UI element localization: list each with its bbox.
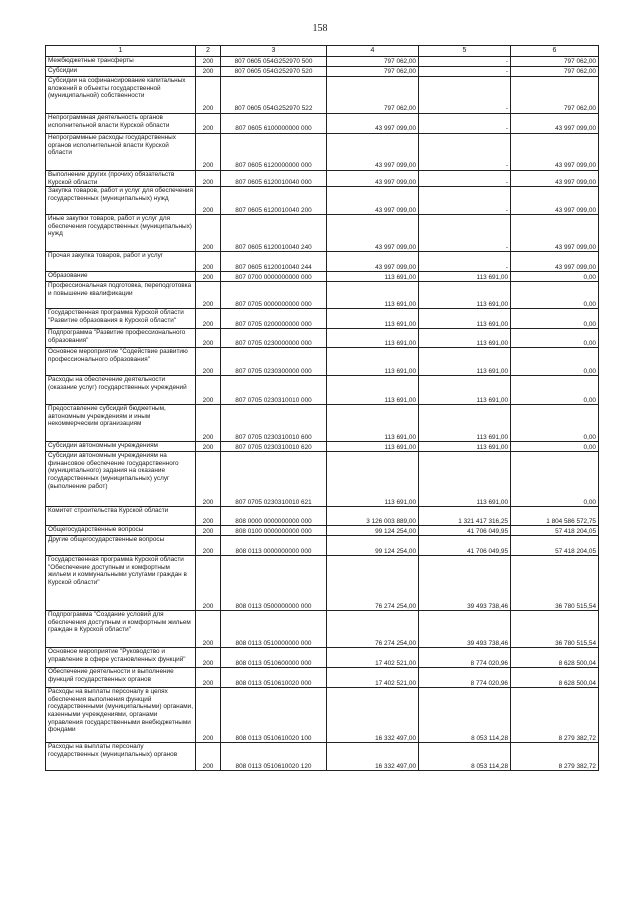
row-name: Выполнение других (прочих) обязательств Курской области <box>46 171 196 187</box>
row-name: Подпрограмма "Развитие профессионального образования" <box>46 329 196 348</box>
table-row <box>46 376 599 405</box>
row-code: 807 0605 054G252970 500 <box>221 57 327 67</box>
row-col6: 797 062,00 <box>511 67 599 77</box>
row-col2: 200 <box>196 556 221 611</box>
row-col6: 797 062,00 <box>511 57 599 67</box>
row-col6: 0,00 <box>511 376 599 405</box>
row-col5: 113 691,00 <box>419 309 511 329</box>
row-code: 808 0000 0000000000 000 <box>221 507 327 526</box>
row-col6: 0,00 <box>511 442 599 452</box>
column-header: 3 <box>221 46 327 57</box>
row-col5: 113 691,00 <box>419 442 511 452</box>
row-code: 807 0705 0230310010 600 <box>221 405 327 442</box>
row-col4: 113 691,00 <box>327 405 419 442</box>
row-col2: 200 <box>196 648 221 668</box>
row-name: Иные закупки товаров, работ и услуг для обеспечения государственных (муниципальных) нужд <box>46 215 196 252</box>
table-row <box>46 442 599 452</box>
row-col2: 200 <box>196 376 221 405</box>
row-col2: 200 <box>196 171 221 187</box>
budget-table <box>45 45 599 771</box>
table-row <box>46 114 599 134</box>
row-code: 807 0705 0230310010 620 <box>221 442 327 452</box>
row-col6: 43 997 099,00 <box>511 114 599 134</box>
row-col4: 76 274 254,00 <box>327 611 419 648</box>
row-code: 807 0605 6120000000 000 <box>221 134 327 171</box>
row-name: Профессиональная подготовка, переподготовка и повышение квалификации <box>46 282 196 309</box>
row-col6: 36 780 515,54 <box>511 556 599 611</box>
row-col5: 39 493 738,46 <box>419 611 511 648</box>
table-row <box>46 452 599 507</box>
row-col6: 0,00 <box>511 405 599 442</box>
row-col5: 1 321 417 316,25 <box>419 507 511 526</box>
row-col2: 200 <box>196 215 221 252</box>
row-col5: - <box>419 77 511 114</box>
row-col5: 41 706 049,95 <box>419 526 511 536</box>
row-col2: 200 <box>196 348 221 376</box>
table-row <box>46 526 599 536</box>
row-col6: 57 418 204,05 <box>511 526 599 536</box>
row-col4: 113 691,00 <box>327 348 419 376</box>
row-col4: 43 997 099,00 <box>327 171 419 187</box>
row-col2: 200 <box>196 688 221 743</box>
row-col5: - <box>419 187 511 215</box>
row-name: Прочая закупка товаров, работ и услуг <box>46 252 196 272</box>
row-name: Межбюджетные трансферты <box>46 57 196 67</box>
row-col4: 16 332 497,00 <box>327 743 419 771</box>
row-code: 808 0113 0000000000 000 <box>221 536 327 556</box>
row-col2: 200 <box>196 134 221 171</box>
row-code: 807 0705 0000000000 000 <box>221 282 327 309</box>
row-col4: 99 124 254,00 <box>327 536 419 556</box>
table-row <box>46 648 599 668</box>
row-name: Расходы на выплаты персоналу в целях обеспечения выполнения функций государственными (муниципальными) органами, казенными учреждениями, органами управления государственными внебюджетными фондами <box>46 688 196 743</box>
row-col4: 113 691,00 <box>327 272 419 282</box>
row-code: 808 0113 0500000000 000 <box>221 556 327 611</box>
row-col2: 200 <box>196 77 221 114</box>
row-col6: 0,00 <box>511 309 599 329</box>
row-col5: - <box>419 134 511 171</box>
row-col2: 200 <box>196 526 221 536</box>
row-col2: 200 <box>196 67 221 77</box>
row-col6: 36 780 515,54 <box>511 611 599 648</box>
row-col6: 0,00 <box>511 348 599 376</box>
row-col2: 200 <box>196 309 221 329</box>
row-col5: - <box>419 171 511 187</box>
row-col6: 8 628 500,04 <box>511 668 599 688</box>
row-col5: 8 774 020,96 <box>419 668 511 688</box>
row-col5: 113 691,00 <box>419 452 511 507</box>
row-col4: 43 997 099,00 <box>327 215 419 252</box>
table-row <box>46 187 599 215</box>
table-row <box>46 171 599 187</box>
row-col5: 8 774 020,96 <box>419 648 511 668</box>
row-name: Субсидии на софинансирование капитальных вложений в объекты государственной (муниципальной) собственности <box>46 77 196 114</box>
row-col6: 43 997 099,00 <box>511 171 599 187</box>
row-col5: 113 691,00 <box>419 405 511 442</box>
row-code: 808 0100 0000000000 000 <box>221 526 327 536</box>
row-col4: 797 062,00 <box>327 77 419 114</box>
row-col4: 113 691,00 <box>327 282 419 309</box>
row-code: 807 0605 6120010040 000 <box>221 171 327 187</box>
row-name: Обеспечение деятельности и выполнение функций государственных органов <box>46 668 196 688</box>
row-col2: 200 <box>196 329 221 348</box>
row-col2: 200 <box>196 452 221 507</box>
row-col4: 113 691,00 <box>327 376 419 405</box>
row-col6: 43 997 099,00 <box>511 215 599 252</box>
row-col2: 200 <box>196 57 221 67</box>
header-row <box>46 46 599 57</box>
row-col2: 200 <box>196 507 221 526</box>
table-row <box>46 668 599 688</box>
row-col4: 3 126 003 889,00 <box>327 507 419 526</box>
row-code: 807 0605 6100000000 000 <box>221 114 327 134</box>
row-col2: 200 <box>196 611 221 648</box>
row-col6: 0,00 <box>511 452 599 507</box>
row-col6: 797 062,00 <box>511 77 599 114</box>
row-col4: 113 691,00 <box>327 452 419 507</box>
row-col4: 17 402 521,00 <box>327 648 419 668</box>
row-col4: 113 691,00 <box>327 309 419 329</box>
row-col5: 113 691,00 <box>419 348 511 376</box>
row-col5: 39 493 738,46 <box>419 556 511 611</box>
row-name: Предоставление субсидий бюджетным, автономным учреждениям и иным некоммерческим организациям <box>46 405 196 442</box>
row-name: Основное мероприятие "Содействие развитию профессионального образования" <box>46 348 196 376</box>
row-col2: 200 <box>196 442 221 452</box>
row-code: 807 0705 0230310010 621 <box>221 452 327 507</box>
row-col5: 113 691,00 <box>419 329 511 348</box>
table-row <box>46 309 599 329</box>
row-col2: 200 <box>196 272 221 282</box>
table-row <box>46 688 599 743</box>
row-col4: 43 997 099,00 <box>327 114 419 134</box>
table-row <box>46 272 599 282</box>
table-row <box>46 215 599 252</box>
row-col4: 76 274 254,00 <box>327 556 419 611</box>
row-col2: 200 <box>196 114 221 134</box>
row-code: 807 0605 6120010040 244 <box>221 252 327 272</box>
row-col6: 57 418 204,05 <box>511 536 599 556</box>
column-header: 4 <box>327 46 419 57</box>
row-col6: 43 997 099,00 <box>511 134 599 171</box>
row-name: Основное мероприятие "Руководство и управление в сфере установленных функций" <box>46 648 196 668</box>
row-col2: 200 <box>196 743 221 771</box>
column-header: 2 <box>196 46 221 57</box>
row-col4: 797 062,00 <box>327 57 419 67</box>
row-col4: 17 402 521,00 <box>327 668 419 688</box>
row-code: 807 0705 0230300000 000 <box>221 348 327 376</box>
row-name: Закупка товаров, работ и услуг для обеспечения государственных (муниципальных) нужд <box>46 187 196 215</box>
row-code: 808 0113 0510610020 120 <box>221 743 327 771</box>
row-col4: 113 691,00 <box>327 442 419 452</box>
table-row <box>46 282 599 309</box>
row-code: 807 0605 054G252970 520 <box>221 67 327 77</box>
table-row <box>46 252 599 272</box>
row-code: 808 0113 0510610020 100 <box>221 688 327 743</box>
row-col5: 8 053 114,28 <box>419 743 511 771</box>
row-name: Непрограммные расходы государственных органов исполнительной власти Курской области <box>46 134 196 171</box>
row-name: Субсидии <box>46 67 196 77</box>
row-col5: - <box>419 67 511 77</box>
table-row <box>46 134 599 171</box>
row-col2: 200 <box>196 282 221 309</box>
row-code: 808 0113 0510610020 000 <box>221 668 327 688</box>
row-col4: 43 997 099,00 <box>327 252 419 272</box>
row-col5: 113 691,00 <box>419 376 511 405</box>
table-row <box>46 743 599 771</box>
table-row <box>46 348 599 376</box>
row-name: Субсидии автономным учреждениям <box>46 442 196 452</box>
table-row <box>46 329 599 348</box>
table-row <box>46 67 599 77</box>
row-col6: 8 279 382,72 <box>511 743 599 771</box>
row-name: Другие общегосударственные вопросы <box>46 536 196 556</box>
row-code: 807 0700 0000000000 000 <box>221 272 327 282</box>
row-code: 807 0705 0230000000 000 <box>221 329 327 348</box>
row-name: Расходы на обеспечение деятельности (оказание услуг) государственных учреждений <box>46 376 196 405</box>
row-col6: 0,00 <box>511 282 599 309</box>
row-code: 807 0605 6120010040 240 <box>221 215 327 252</box>
row-code: 807 0705 0230310010 000 <box>221 376 327 405</box>
row-col2: 200 <box>196 536 221 556</box>
page-number: 158 <box>312 23 328 34</box>
column-header: 1 <box>46 46 196 57</box>
row-col4: 43 997 099,00 <box>327 187 419 215</box>
row-code: 807 0605 6120010040 200 <box>221 187 327 215</box>
row-col5: - <box>419 114 511 134</box>
row-code: 807 0705 0200000000 000 <box>221 309 327 329</box>
row-name: Общегосударственные вопросы <box>46 526 196 536</box>
row-name: Образование <box>46 272 196 282</box>
row-name: Непрограммная деятельность органов исполнительной власти Курской области <box>46 114 196 134</box>
row-name: Государственная программа Курской области "Развитие образования в Курской области" <box>46 309 196 329</box>
row-col6: 8 628 500,04 <box>511 648 599 668</box>
row-name: Государственная программа Курской области "Обеспечение доступным и комфортным жильем и коммунальными услугами граждан в Курской области" <box>46 556 196 611</box>
row-code: 808 0113 0510000000 000 <box>221 611 327 648</box>
row-col4: 113 691,00 <box>327 329 419 348</box>
row-code: 808 0113 0510600000 000 <box>221 648 327 668</box>
row-name: Комитет строительства Курской области <box>46 507 196 526</box>
column-header: 5 <box>419 46 511 57</box>
table-row <box>46 57 599 67</box>
row-col6: 0,00 <box>511 329 599 348</box>
row-code: 807 0605 054G252970 522 <box>221 77 327 114</box>
table-row <box>46 611 599 648</box>
table-row <box>46 77 599 114</box>
row-col2: 200 <box>196 668 221 688</box>
row-col5: - <box>419 215 511 252</box>
table-row <box>46 507 599 526</box>
row-col2: 200 <box>196 405 221 442</box>
row-col5: 113 691,00 <box>419 272 511 282</box>
column-header: 6 <box>511 46 599 57</box>
row-col2: 200 <box>196 187 221 215</box>
table-row <box>46 536 599 556</box>
row-col6: 8 279 382,72 <box>511 688 599 743</box>
row-col6: 43 997 099,00 <box>511 187 599 215</box>
row-name: Субсидии автономным учреждениям на финансовое обеспечение государственного (муниципального) задания на оказание государственных (муниципальных) услуг (выполнение работ) <box>46 452 196 507</box>
row-col2: 200 <box>196 252 221 272</box>
row-name: Расходы на выплаты персоналу государственных (муниципальных) органов <box>46 743 196 771</box>
row-col5: 8 053 114,28 <box>419 688 511 743</box>
row-col4: 797 062,00 <box>327 67 419 77</box>
row-col4: 99 124 254,00 <box>327 526 419 536</box>
row-col5: 41 706 049,95 <box>419 536 511 556</box>
row-col5: - <box>419 57 511 67</box>
row-col5: 113 691,00 <box>419 282 511 309</box>
row-col6: 0,00 <box>511 272 599 282</box>
row-col6: 1 804 586 572,75 <box>511 507 599 526</box>
table-row <box>46 405 599 442</box>
row-col5: - <box>419 252 511 272</box>
row-col4: 16 332 497,00 <box>327 688 419 743</box>
table-row <box>46 556 599 611</box>
row-name: Подпрограмма "Создание условий для обеспечения доступным и комфортным жильем граждан в Курской области" <box>46 611 196 648</box>
row-col6: 43 997 099,00 <box>511 252 599 272</box>
row-col4: 43 997 099,00 <box>327 134 419 171</box>
